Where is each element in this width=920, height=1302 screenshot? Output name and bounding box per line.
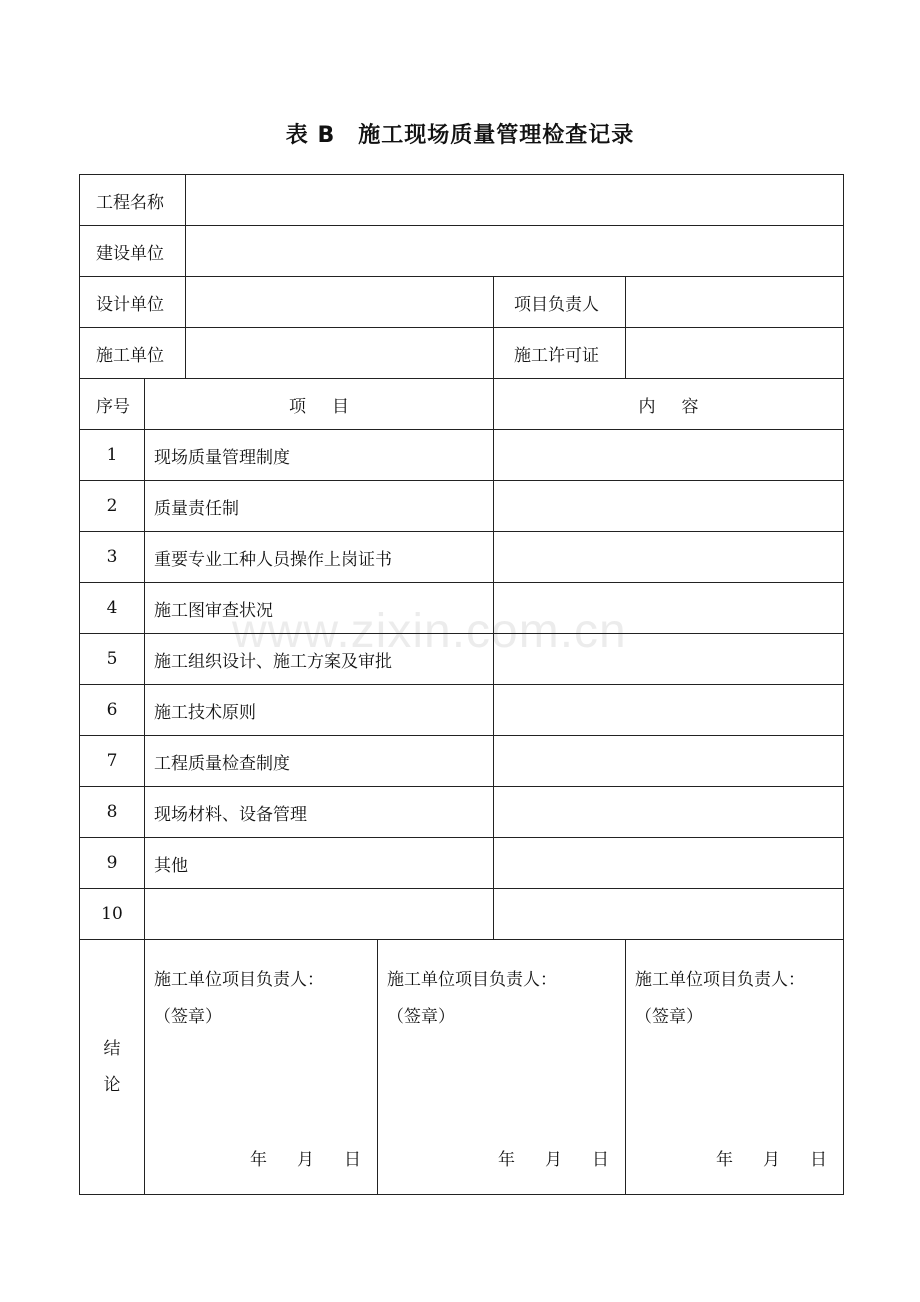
row-item: 其他 [145,838,494,889]
seal-label: （签章） [387,1007,455,1027]
row-number: 1 [80,430,145,481]
row-content-field[interactable] [494,430,844,481]
project-leader-field[interactable] [626,277,844,328]
row-content-field[interactable] [494,685,844,736]
signature-block[interactable] [145,940,378,1195]
conclusion-label: 结 论 [80,940,145,1195]
inspection-record-table [79,174,844,1195]
row-content-field[interactable] [494,634,844,685]
row-content-field[interactable] [494,481,844,532]
watermark: www.zixin.com.cn [232,605,627,658]
signature-block[interactable] [626,940,844,1195]
design-unit-field[interactable] [186,277,494,328]
row-item: 工程质量检查制度 [145,736,494,787]
row-content-field[interactable] [494,532,844,583]
row-item: 施工组织设计、施工方案及审批 [145,634,494,685]
row-item: 施工技术原则 [145,685,494,736]
page-title: 表 B 施工现场质量管理检查记录 [285,123,635,148]
row-number: 6 [80,685,145,736]
signature-block[interactable] [378,940,626,1195]
row-item[interactable] [145,889,494,940]
table-row [80,838,844,889]
row-number: 2 [80,481,145,532]
date-line: 年 月 日 [716,1150,827,1170]
table-row [80,787,844,838]
table-row [80,889,844,940]
table-row [80,481,844,532]
row-content-field[interactable] [494,736,844,787]
project-name-label: 工程名称 [80,175,186,226]
row-item: 质量责任制 [145,481,494,532]
row-content-field[interactable] [494,889,844,940]
builder-unit-field[interactable] [186,328,494,379]
row-item: 施工图审查状况 [145,583,494,634]
content-header: 内 容 [494,379,844,430]
construction-permit-label: 施工许可证 [494,328,626,379]
table-row [80,634,844,685]
construction-unit-field[interactable] [186,226,844,277]
construction-permit-field[interactable] [626,328,844,379]
row-content-field[interactable] [494,838,844,889]
item-header: 项 目 [145,379,494,430]
table-row [80,430,844,481]
seal-label: （签章） [154,1007,222,1027]
row-content-field[interactable] [494,583,844,634]
row-number: 3 [80,532,145,583]
project-name-field[interactable] [186,175,844,226]
construction-unit-label: 建设单位 [80,226,186,277]
row-number: 9 [80,838,145,889]
row-content-field[interactable] [494,787,844,838]
table-row [80,583,844,634]
row-number: 7 [80,736,145,787]
row-item: 现场材料、设备管理 [145,787,494,838]
row-item: 重要专业工种人员操作上岗证书 [145,532,494,583]
table-row [80,685,844,736]
design-unit-label: 设计单位 [80,277,186,328]
signer-label: 施工单位项目负责人： [635,970,805,990]
seal-label: （签章） [635,1007,703,1027]
table-row [80,736,844,787]
project-leader-label: 项目负责人 [494,277,626,328]
row-number: 4 [80,583,145,634]
row-number: 8 [80,787,145,838]
date-line: 年 月 日 [250,1150,361,1170]
row-number: 10 [80,889,145,940]
date-line: 年 月 日 [498,1150,609,1170]
seq-header: 序号 [80,379,145,430]
table-row [80,532,844,583]
builder-unit-label: 施工单位 [80,328,186,379]
signer-label: 施工单位项目负责人： [154,970,324,990]
row-item: 现场质量管理制度 [145,430,494,481]
row-number: 5 [80,634,145,685]
signer-label: 施工单位项目负责人： [387,970,557,990]
